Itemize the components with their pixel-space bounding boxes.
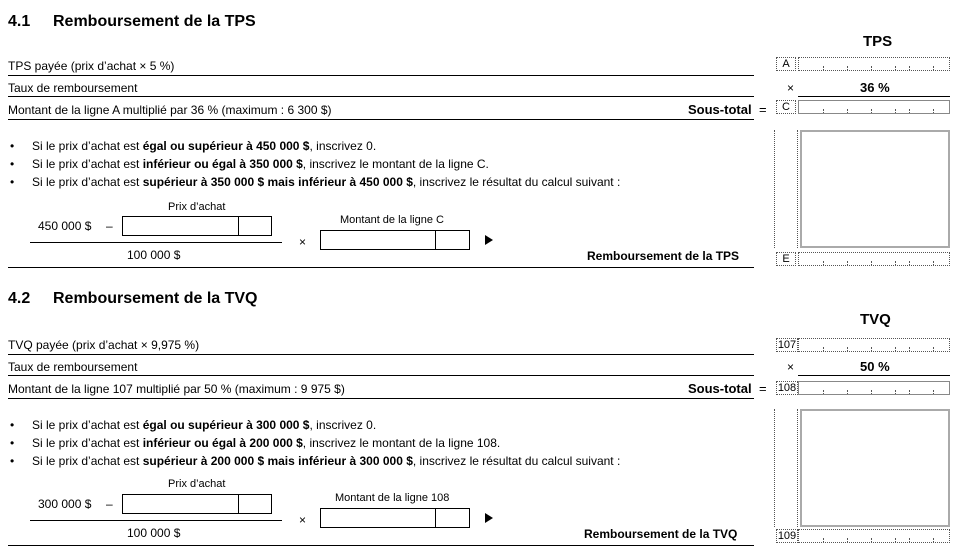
code-108: 108 — [777, 382, 797, 394]
denominator: 100 000 $ — [127, 248, 181, 262]
rate-label: Taux de remboursement — [8, 81, 138, 95]
amount-field-108[interactable] — [798, 381, 950, 395]
arrow-right-icon — [485, 235, 493, 245]
line-107-label: TVQ payée (prix d’achat × 9,975 %) — [8, 338, 200, 352]
column-header-tps: TPS — [863, 33, 893, 50]
code-109: 109 — [777, 530, 797, 542]
rule — [8, 267, 754, 268]
section-number: 4.1 — [8, 13, 31, 30]
bullet-text: Si le prix d’achat est inférieur ou égal à 350 000 $, inscrivez le montant de la ligne C. — [32, 157, 489, 171]
purchase-price-label: Prix d’achat — [168, 201, 226, 213]
line-c-label: Montant de la ligne A multiplié par 36 % (maximum : 6 300 $) — [8, 103, 332, 117]
amount-field-c[interactable] — [798, 100, 950, 114]
column-divider — [774, 409, 798, 527]
numerator-amount: 300 000 $ — [38, 497, 92, 511]
minus-operator: – — [106, 219, 113, 233]
bullet-icon: • — [10, 175, 15, 189]
fraction-bar — [30, 520, 282, 521]
line-amount-input[interactable] — [320, 230, 470, 250]
bullet-icon: • — [10, 454, 15, 468]
rate-value: 36 % — [860, 80, 890, 95]
subtotal-label: Sous-total — [688, 102, 752, 117]
column-header-tvq: TVQ — [860, 311, 891, 328]
times-operator: × — [299, 513, 307, 527]
line-amount-label: Montant de la ligne 108 — [335, 492, 450, 504]
rule — [8, 119, 754, 120]
bullet-text: Si le prix d’achat est inférieur ou égal à 200 000 $, inscrivez le montant de la ligne 108. — [32, 436, 501, 450]
rule — [798, 375, 950, 376]
rule — [8, 398, 754, 399]
code-a: A — [776, 57, 796, 71]
rule — [8, 545, 754, 546]
code-e: E — [776, 252, 796, 266]
rule — [8, 96, 754, 97]
bullet-text: Si le prix d’achat est supérieur à 350 000 $ mais inférieur à 450 000 $, inscrivez le résultat du calcul suivant : — [32, 175, 621, 189]
result-label: Remboursement de la TPS — [587, 249, 740, 263]
line-amount-label: Montant de la ligne C — [340, 214, 444, 226]
section-number: 4.2 — [8, 290, 31, 307]
arrow-right-icon — [485, 513, 493, 523]
section-title: Remboursement de la TVQ — [53, 290, 258, 307]
rate-label: Taux de remboursement — [8, 360, 138, 374]
bullet-text: Si le prix d’achat est égal ou supérieur à 300 000 $, inscrivez 0. — [32, 418, 377, 432]
fraction-bar — [30, 242, 282, 243]
code-c: C — [776, 100, 796, 114]
minus-operator: – — [106, 497, 113, 511]
bullet-icon: • — [10, 418, 15, 432]
times-operator: × — [787, 81, 795, 95]
numerator-amount: 450 000 $ — [38, 219, 92, 233]
purchase-price-input[interactable] — [122, 494, 272, 514]
code-107: 107 — [777, 339, 797, 351]
amount-field-e[interactable] — [798, 252, 950, 266]
equals-operator: = — [759, 102, 767, 117]
bullet-text: Si le prix d’achat est supérieur à 200 000 $ mais inférieur à 300 000 $, inscrivez le résultat du calcul suivant : — [32, 454, 621, 468]
amount-field-a[interactable] — [798, 57, 950, 71]
amount-field-107[interactable] — [798, 338, 950, 352]
working-box[interactable] — [800, 409, 950, 527]
column-divider — [774, 130, 798, 248]
line-108-label: Montant de la ligne 107 multiplié par 50 % (maximum : 9 975 $) — [8, 382, 345, 396]
amount-field-109[interactable] — [798, 529, 950, 543]
equals-operator: = — [759, 381, 767, 396]
rule — [8, 75, 754, 76]
bullet-text: Si le prix d’achat est égal ou supérieur à 450 000 $, inscrivez 0. — [32, 139, 377, 153]
bullet-icon: • — [10, 436, 15, 450]
bullet-icon: • — [10, 139, 15, 153]
rate-value: 50 % — [860, 359, 890, 374]
section-title: Remboursement de la TPS — [53, 13, 256, 30]
times-operator: × — [299, 235, 307, 249]
rule — [798, 96, 950, 97]
purchase-price-label: Prix d’achat — [168, 478, 226, 490]
line-a-label: TPS payée (prix d’achat × 5 %) — [8, 59, 175, 73]
rule — [8, 375, 754, 376]
result-label: Remboursement de la TVQ — [584, 527, 738, 541]
working-box[interactable] — [800, 130, 950, 248]
bullet-icon: • — [10, 157, 15, 171]
times-operator: × — [787, 360, 795, 374]
denominator: 100 000 $ — [127, 526, 181, 540]
line-amount-input[interactable] — [320, 508, 470, 528]
purchase-price-input[interactable] — [122, 216, 272, 236]
rule — [8, 354, 754, 355]
subtotal-label: Sous-total — [688, 381, 752, 396]
